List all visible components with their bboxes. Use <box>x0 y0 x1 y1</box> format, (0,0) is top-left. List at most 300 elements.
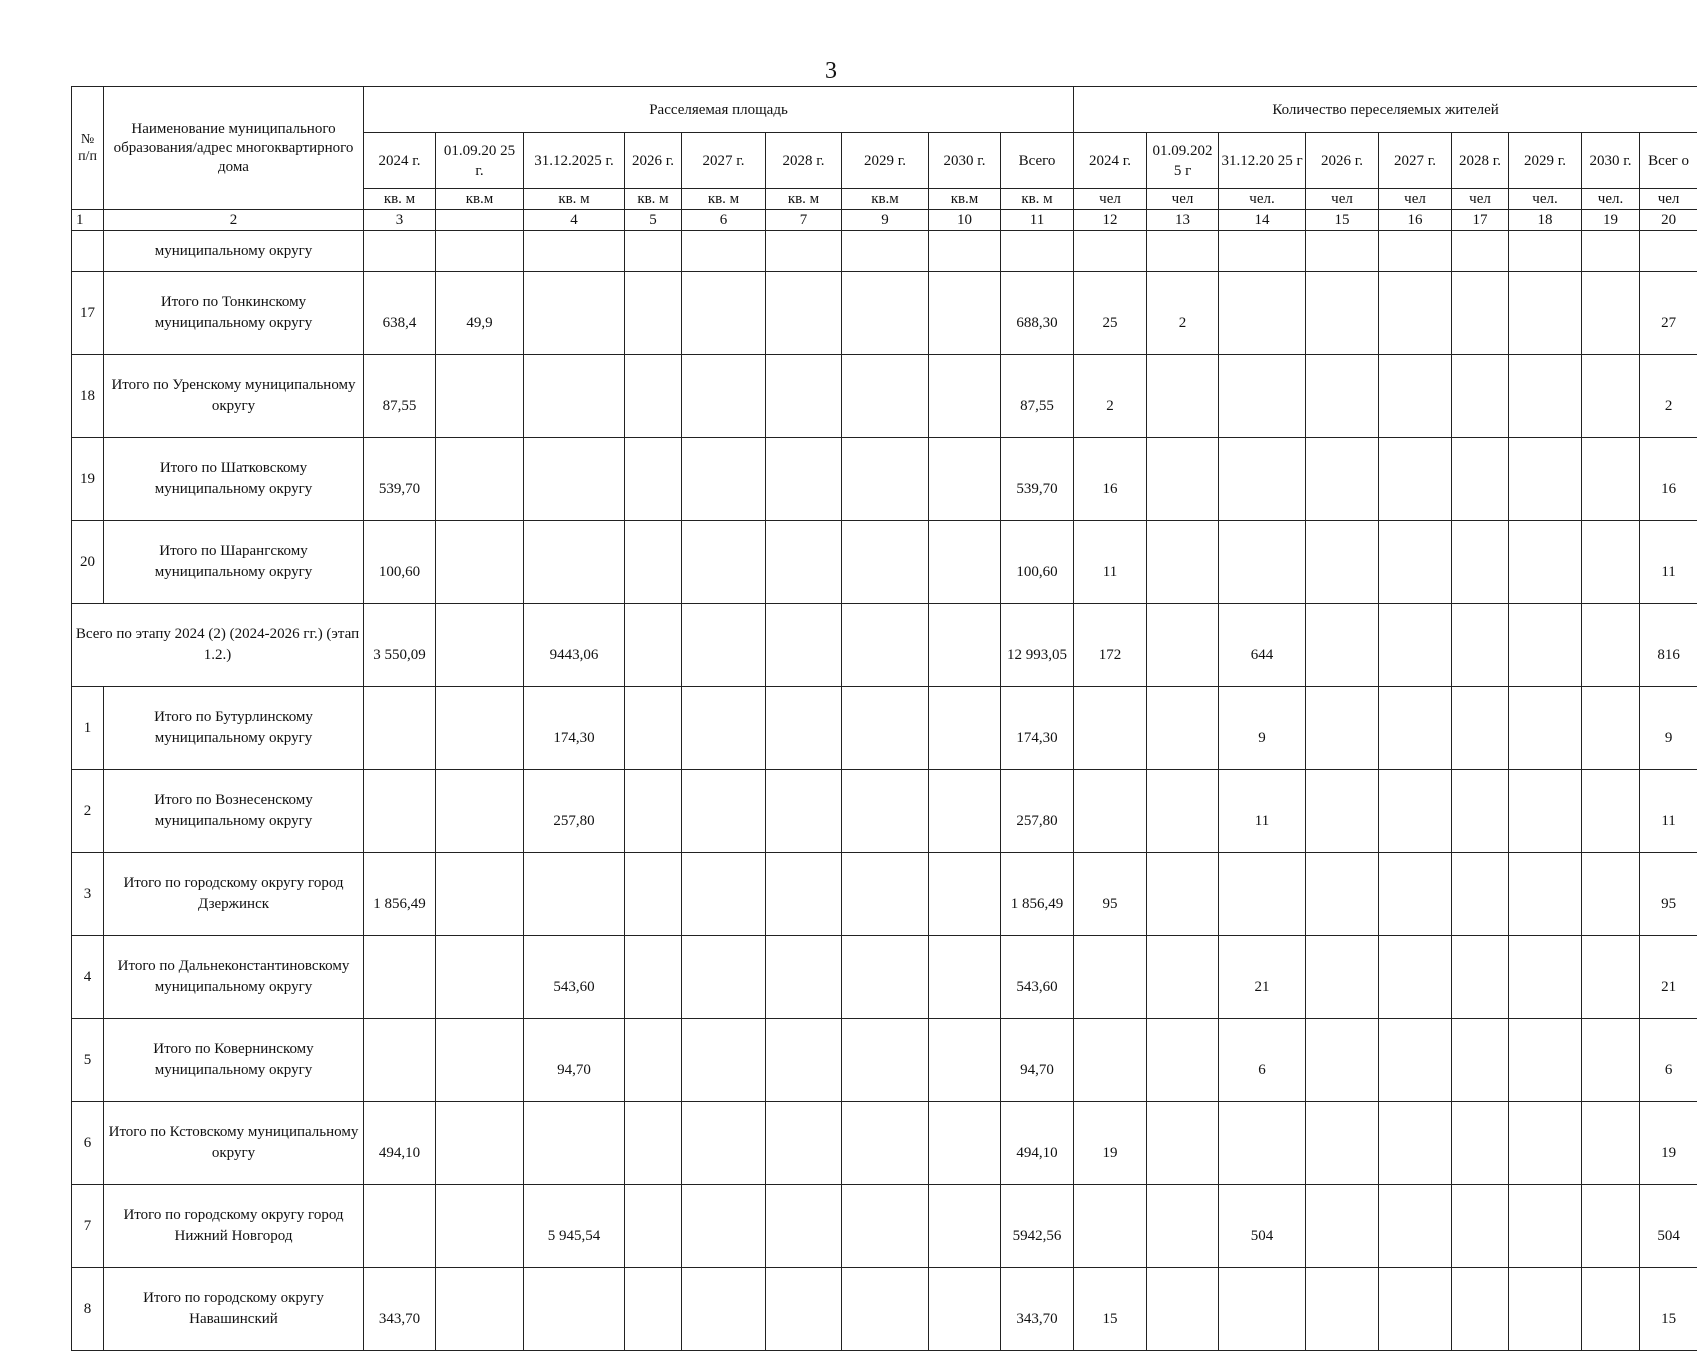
header-unit: чел <box>1452 189 1509 210</box>
residents-01092025-cell <box>1147 687 1219 770</box>
column-number: 13 <box>1147 210 1219 231</box>
header-year: 2024 г. <box>1074 133 1147 189</box>
table-row <box>72 853 1697 936</box>
residents-01092025-cell <box>1147 1185 1219 1268</box>
area-31122025-cell: 5 945,54 <box>524 1185 625 1268</box>
empty-cell <box>842 936 929 1019</box>
empty-cell <box>842 521 929 604</box>
residents-31122025-cell: 21 <box>1219 936 1306 1019</box>
empty-cell <box>1582 936 1640 1019</box>
empty-cell <box>682 231 766 272</box>
area-01092025-cell <box>436 936 524 1019</box>
row-name-cell: Итого по Уренскому муниципальному округу <box>104 355 364 438</box>
area-01092025-cell <box>436 1185 524 1268</box>
row-number-cell: 18 <box>72 355 104 438</box>
row-name-cell: Итого по Ковернинскому муниципальному округу <box>104 1019 364 1102</box>
empty-cell <box>1452 770 1509 853</box>
area-2024-cell: 1 856,49 <box>364 853 436 936</box>
empty-cell <box>1306 604 1379 687</box>
row-number-cell: 8 <box>72 1268 104 1351</box>
area-total-cell: 343,70 <box>1001 1268 1074 1351</box>
header-unit: чел. <box>1582 189 1640 210</box>
area-31122025-cell: 174,30 <box>524 687 625 770</box>
empty-cell <box>1379 1185 1452 1268</box>
empty-cell <box>766 231 842 272</box>
empty-cell <box>1640 231 1697 272</box>
empty-cell <box>1379 936 1452 1019</box>
header-year: 2029 г. <box>1509 133 1582 189</box>
area-2024-cell: 539,70 <box>364 438 436 521</box>
residents-01092025-cell <box>1147 1268 1219 1351</box>
area-31122025-cell <box>524 521 625 604</box>
column-number: 7 <box>766 210 842 231</box>
residents-2024-cell: 19 <box>1074 1102 1147 1185</box>
stage-total-label: Всего по этапу 2024 (2) (2024-2026 гг.) (этап 1.2.) <box>72 604 364 687</box>
empty-cell <box>1509 770 1582 853</box>
empty-cell <box>1582 521 1640 604</box>
empty-cell <box>766 1102 842 1185</box>
empty-cell <box>625 231 682 272</box>
area-01092025-cell <box>436 1102 524 1185</box>
residents-31122025-cell <box>1219 853 1306 936</box>
table-row <box>72 438 1697 521</box>
header-year: 31.12.2025 г. <box>524 133 625 189</box>
header-unit: кв.м <box>436 189 524 210</box>
header-num: № п/п <box>72 87 104 210</box>
empty-cell <box>625 604 682 687</box>
residents-01092025-cell <box>1147 604 1219 687</box>
residents-31122025-cell <box>1219 521 1306 604</box>
header-unit: кв. м <box>682 189 766 210</box>
residents-2024-cell <box>1074 936 1147 1019</box>
header-unit: чел <box>1147 189 1219 210</box>
residents-total-cell: 95 <box>1640 853 1697 936</box>
area-01092025-cell <box>436 1268 524 1351</box>
column-number: 5 <box>625 210 682 231</box>
empty-cell <box>1509 1102 1582 1185</box>
residents-total-cell: 19 <box>1640 1102 1697 1185</box>
empty-cell <box>929 936 1001 1019</box>
area-total-cell: 100,60 <box>1001 521 1074 604</box>
residents-total-cell: 11 <box>1640 770 1697 853</box>
residents-total-cell: 11 <box>1640 521 1697 604</box>
empty-cell <box>1509 521 1582 604</box>
empty-cell <box>766 1019 842 1102</box>
empty-cell <box>1452 853 1509 936</box>
empty-cell <box>929 687 1001 770</box>
header-area-group: Расселяемая площадь <box>364 87 1074 133</box>
empty-cell <box>1452 438 1509 521</box>
empty-cell <box>1452 604 1509 687</box>
empty-cell <box>682 853 766 936</box>
empty-cell <box>1582 355 1640 438</box>
empty-cell <box>682 438 766 521</box>
row-name-cell: Итого по Дальнеконстантиновскому муниципальному округу <box>104 936 364 1019</box>
empty-cell <box>436 231 524 272</box>
area-2024-cell <box>364 1019 436 1102</box>
empty-cell <box>1509 936 1582 1019</box>
header-year: 2027 г. <box>682 133 766 189</box>
area-31122025-cell <box>524 853 625 936</box>
row-name-cell: Итого по городскому округу город Дзержинск <box>104 853 364 936</box>
empty-cell <box>1509 853 1582 936</box>
header-column-numbers-row <box>72 210 1697 231</box>
empty-cell <box>682 1185 766 1268</box>
row-number-cell: 7 <box>72 1185 104 1268</box>
area-31122025-cell: 257,80 <box>524 770 625 853</box>
empty-cell <box>766 1185 842 1268</box>
empty-cell <box>1582 231 1640 272</box>
empty-cell <box>625 1268 682 1351</box>
column-number: 17 <box>1452 210 1509 231</box>
empty-cell <box>842 231 929 272</box>
residents-31122025-cell <box>1219 1268 1306 1351</box>
page-number: 3 <box>0 58 1662 84</box>
empty-cell <box>625 438 682 521</box>
area-31122025-cell <box>524 1102 625 1185</box>
empty-cell <box>766 687 842 770</box>
header-unit: кв.м <box>842 189 929 210</box>
empty-cell <box>1306 355 1379 438</box>
row-name-cell: Итого по городскому округу город Нижний Новгород <box>104 1185 364 1268</box>
header-name: Наименование муниципального образования/адрес многоквартирного дома <box>104 87 364 210</box>
header-year: 2029 г. <box>842 133 929 189</box>
area-2024-cell: 494,10 <box>364 1102 436 1185</box>
empty-cell <box>1306 438 1379 521</box>
empty-cell <box>682 1102 766 1185</box>
table-body <box>72 231 1697 1351</box>
empty-cell <box>1379 272 1452 355</box>
residents-total-cell: 21 <box>1640 936 1697 1019</box>
area-total-cell: 5942,56 <box>1001 1185 1074 1268</box>
empty-cell <box>1306 1019 1379 1102</box>
empty-cell <box>1306 272 1379 355</box>
residents-total-cell: 816 <box>1640 604 1697 687</box>
empty-cell <box>625 770 682 853</box>
empty-cell <box>625 272 682 355</box>
resettlement-table <box>71 86 1697 1351</box>
empty-cell <box>842 1102 929 1185</box>
empty-cell <box>625 355 682 438</box>
header-unit: чел <box>1074 189 1147 210</box>
area-31122025-cell: 9443,06 <box>524 604 625 687</box>
empty-cell <box>682 355 766 438</box>
empty-cell <box>842 272 929 355</box>
empty-cell <box>1582 853 1640 936</box>
header-year: 2024 г. <box>364 133 436 189</box>
empty-cell <box>625 1185 682 1268</box>
column-number: 11 <box>1001 210 1074 231</box>
table-row <box>72 1185 1697 1268</box>
empty-cell <box>682 604 766 687</box>
header-unit: кв. м <box>766 189 842 210</box>
empty-cell <box>1306 1185 1379 1268</box>
empty-cell <box>1452 1268 1509 1351</box>
column-number: 6 <box>682 210 766 231</box>
empty-cell <box>766 604 842 687</box>
empty-cell <box>1509 604 1582 687</box>
header-unit: кв. м <box>1001 189 1074 210</box>
residents-31122025-cell: 9 <box>1219 687 1306 770</box>
table-row <box>72 231 1697 272</box>
empty-cell <box>929 1268 1001 1351</box>
empty-cell <box>1379 231 1452 272</box>
empty-cell <box>842 1185 929 1268</box>
empty-cell <box>1306 1268 1379 1351</box>
empty-cell <box>682 272 766 355</box>
empty-cell <box>1509 355 1582 438</box>
area-2024-cell <box>364 687 436 770</box>
empty-cell <box>929 770 1001 853</box>
empty-cell <box>1509 231 1582 272</box>
empty-cell <box>842 438 929 521</box>
column-number: 14 <box>1219 210 1306 231</box>
area-2024-cell: 638,4 <box>364 272 436 355</box>
residents-31122025-cell: 504 <box>1219 1185 1306 1268</box>
empty-cell <box>625 1102 682 1185</box>
column-number: 3 <box>364 210 436 231</box>
empty-cell <box>929 272 1001 355</box>
empty-cell <box>1306 770 1379 853</box>
empty-cell <box>766 770 842 853</box>
header-unit: чел. <box>1509 189 1582 210</box>
header-unit: кв. м <box>625 189 682 210</box>
empty-cell <box>929 853 1001 936</box>
area-total-cell: 87,55 <box>1001 355 1074 438</box>
empty-cell <box>1582 1102 1640 1185</box>
header-unit: кв.м <box>929 189 1001 210</box>
empty-cell <box>1509 1268 1582 1351</box>
header-year: 31.12.20 25 г <box>1219 133 1306 189</box>
area-total-cell: 688,30 <box>1001 272 1074 355</box>
empty-cell <box>1379 604 1452 687</box>
area-total-cell: 543,60 <box>1001 936 1074 1019</box>
empty-cell <box>625 1019 682 1102</box>
empty-cell <box>1582 1268 1640 1351</box>
empty-cell <box>625 687 682 770</box>
header-year: 01.09.20 25 г. <box>436 133 524 189</box>
residents-31122025-cell: 11 <box>1219 770 1306 853</box>
empty-cell <box>1582 272 1640 355</box>
area-31122025-cell <box>524 355 625 438</box>
area-2024-cell <box>364 936 436 1019</box>
empty-cell <box>682 1268 766 1351</box>
area-31122025-cell: 543,60 <box>524 936 625 1019</box>
column-number: 20 <box>1640 210 1697 231</box>
header-unit: чел <box>1379 189 1452 210</box>
table-row <box>72 687 1697 770</box>
table-row <box>72 770 1697 853</box>
area-01092025-cell <box>436 687 524 770</box>
residents-total-cell: 9 <box>1640 687 1697 770</box>
empty-cell <box>682 521 766 604</box>
empty-cell <box>1306 231 1379 272</box>
empty-cell <box>682 687 766 770</box>
residents-total-cell: 504 <box>1640 1185 1697 1268</box>
area-01092025-cell <box>436 355 524 438</box>
table-row <box>72 936 1697 1019</box>
empty-cell <box>766 853 842 936</box>
table-row <box>72 355 1697 438</box>
residents-31122025-cell <box>1219 1102 1306 1185</box>
header-year: 01.09.202 5 г <box>1147 133 1219 189</box>
empty-cell <box>625 521 682 604</box>
empty-cell <box>1582 1019 1640 1102</box>
empty-cell <box>1582 438 1640 521</box>
empty-cell <box>1452 521 1509 604</box>
empty-cell <box>1379 770 1452 853</box>
empty-cell <box>1379 1102 1452 1185</box>
column-number: 18 <box>1509 210 1582 231</box>
table-row <box>72 1019 1697 1102</box>
residents-01092025-cell <box>1147 355 1219 438</box>
empty-cell <box>1219 231 1306 272</box>
empty-cell <box>1306 1102 1379 1185</box>
area-total-cell: 12 993,05 <box>1001 604 1074 687</box>
header-year: 2028 г. <box>766 133 842 189</box>
area-01092025-cell <box>436 1019 524 1102</box>
empty-cell <box>1452 272 1509 355</box>
empty-cell <box>929 231 1001 272</box>
header-year: 2026 г. <box>1306 133 1379 189</box>
empty-cell <box>364 231 436 272</box>
row-number-cell <box>72 231 104 272</box>
row-number-cell: 4 <box>72 936 104 1019</box>
empty-cell <box>1582 604 1640 687</box>
area-01092025-cell <box>436 853 524 936</box>
column-number: 15 <box>1306 210 1379 231</box>
empty-cell <box>766 1268 842 1351</box>
column-number: 10 <box>929 210 1001 231</box>
area-total-cell: 174,30 <box>1001 687 1074 770</box>
empty-cell <box>929 1185 1001 1268</box>
residents-01092025-cell <box>1147 438 1219 521</box>
empty-cell <box>682 936 766 1019</box>
header-year: Всего <box>1001 133 1074 189</box>
residents-2024-cell <box>1074 1019 1147 1102</box>
empty-cell <box>1379 1019 1452 1102</box>
residents-31122025-cell <box>1219 438 1306 521</box>
table-header <box>72 87 1697 231</box>
column-number: 4 <box>524 210 625 231</box>
residents-01092025-cell <box>1147 853 1219 936</box>
area-01092025-cell <box>436 770 524 853</box>
empty-cell <box>1306 936 1379 1019</box>
residents-01092025-cell <box>1147 936 1219 1019</box>
empty-cell <box>929 438 1001 521</box>
residents-2024-cell: 172 <box>1074 604 1147 687</box>
empty-cell <box>1379 438 1452 521</box>
empty-cell <box>1452 355 1509 438</box>
empty-cell <box>1379 1268 1452 1351</box>
area-01092025-cell <box>436 521 524 604</box>
empty-cell <box>766 521 842 604</box>
empty-cell <box>1509 438 1582 521</box>
empty-cell <box>1509 687 1582 770</box>
empty-cell <box>682 770 766 853</box>
empty-cell <box>625 936 682 1019</box>
area-31122025-cell <box>524 438 625 521</box>
table-row <box>72 1268 1697 1351</box>
empty-cell <box>1306 853 1379 936</box>
residents-2024-cell <box>1074 687 1147 770</box>
residents-2024-cell <box>1074 1185 1147 1268</box>
residents-01092025-cell <box>1147 1102 1219 1185</box>
empty-cell <box>1379 687 1452 770</box>
area-total-cell: 257,80 <box>1001 770 1074 853</box>
empty-cell <box>929 355 1001 438</box>
empty-cell <box>1452 687 1509 770</box>
empty-cell <box>1582 1185 1640 1268</box>
empty-cell <box>842 1019 929 1102</box>
empty-cell <box>766 936 842 1019</box>
empty-cell <box>1582 687 1640 770</box>
area-total-cell: 1 856,49 <box>1001 853 1074 936</box>
empty-cell <box>524 231 625 272</box>
empty-cell <box>625 853 682 936</box>
header-unit: чел <box>1640 189 1697 210</box>
row-name-cell: муниципальному округу <box>104 231 364 272</box>
row-number-cell: 20 <box>72 521 104 604</box>
empty-cell <box>1452 1102 1509 1185</box>
header-unit: кв. м <box>524 189 625 210</box>
area-2024-cell: 87,55 <box>364 355 436 438</box>
empty-cell <box>842 604 929 687</box>
residents-total-cell: 16 <box>1640 438 1697 521</box>
empty-cell <box>842 770 929 853</box>
column-number <box>436 210 524 231</box>
table-row <box>72 521 1697 604</box>
residents-total-cell: 27 <box>1640 272 1697 355</box>
residents-31122025-cell: 644 <box>1219 604 1306 687</box>
table-row <box>72 272 1697 355</box>
residents-2024-cell: 11 <box>1074 521 1147 604</box>
row-name-cell: Итого по Шатковскому муниципальному округу <box>104 438 364 521</box>
residents-total-cell: 15 <box>1640 1268 1697 1351</box>
stage-total-row <box>72 604 1697 687</box>
area-01092025-cell <box>436 604 524 687</box>
empty-cell <box>766 272 842 355</box>
residents-01092025-cell <box>1147 770 1219 853</box>
residents-01092025-cell <box>1147 1019 1219 1102</box>
empty-cell <box>1452 1019 1509 1102</box>
area-2024-cell <box>364 770 436 853</box>
table-row <box>72 1102 1697 1185</box>
row-number-cell: 6 <box>72 1102 104 1185</box>
empty-cell <box>1509 1185 1582 1268</box>
area-total-cell: 539,70 <box>1001 438 1074 521</box>
column-number: 9 <box>842 210 929 231</box>
row-name-cell: Итого по Кстовскому муниципальному округу <box>104 1102 364 1185</box>
row-name-cell: Итого по городскому округу Навашинский <box>104 1268 364 1351</box>
empty-cell <box>842 1268 929 1351</box>
empty-cell <box>1001 231 1074 272</box>
residents-2024-cell: 16 <box>1074 438 1147 521</box>
residents-01092025-cell: 2 <box>1147 272 1219 355</box>
area-total-cell: 94,70 <box>1001 1019 1074 1102</box>
area-total-cell: 494,10 <box>1001 1102 1074 1185</box>
header-unit: чел. <box>1219 189 1306 210</box>
area-31122025-cell <box>524 1268 625 1351</box>
header-year: 2028 г. <box>1452 133 1509 189</box>
residents-31122025-cell <box>1219 355 1306 438</box>
residents-2024-cell <box>1074 770 1147 853</box>
residents-2024-cell: 2 <box>1074 355 1147 438</box>
residents-31122025-cell: 6 <box>1219 1019 1306 1102</box>
empty-cell <box>929 604 1001 687</box>
row-number-cell: 19 <box>72 438 104 521</box>
area-2024-cell: 100,60 <box>364 521 436 604</box>
